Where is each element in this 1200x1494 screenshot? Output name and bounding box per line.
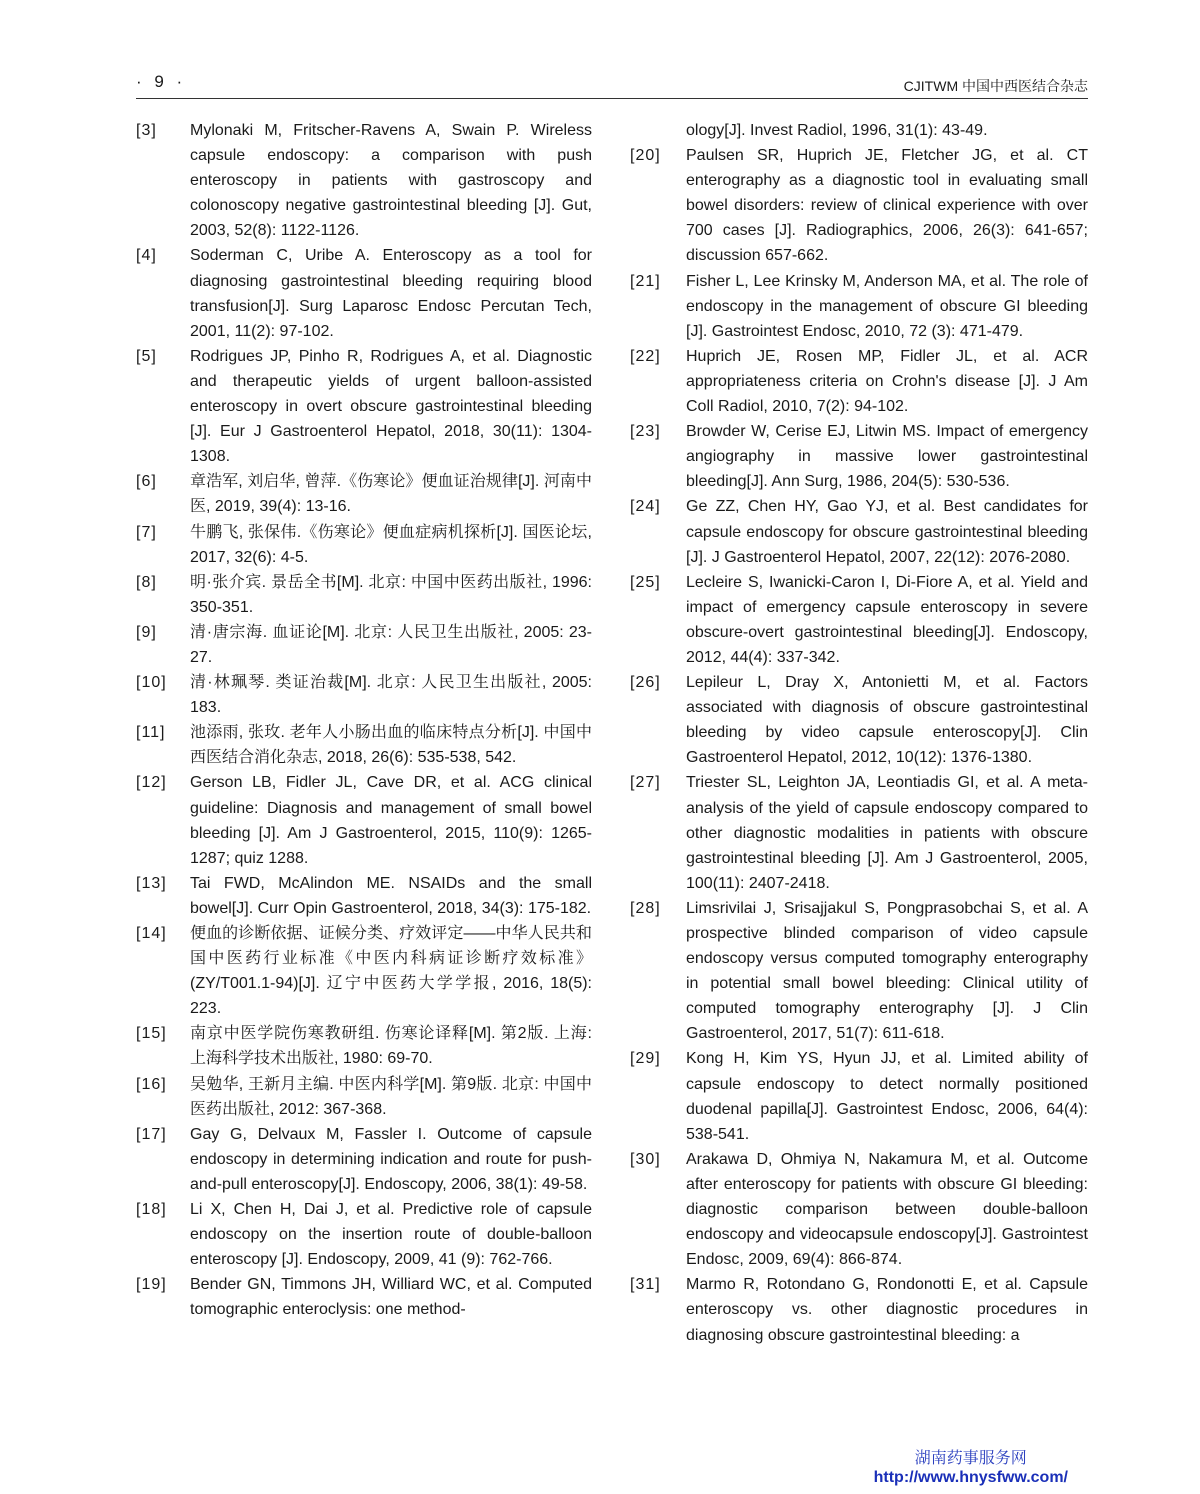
reference-item <box>136 670 592 720</box>
reference-item <box>136 570 592 620</box>
reference-text: 吴勉华, 王新月主编. 中医内科学[M]. 第9版. 北京: 中国中医药出版社, 2012: 367-368. <box>190 1075 592 1118</box>
reference-text: 便血的诊断依据、证候分类、疗效评定——中华人民共和国中医药行业标准《中医内科病证诊断疗效标准》(ZY/T001.1-94)[J]. 辽宁中医药大学学报, 2016, 18(5): 223. <box>190 925 592 1018</box>
reference-text: Lecleire S, Iwanicki-Caron I, Di-Fiore A, et al. Yield and impact of emergency capsule enteroscopy in severe obscure-overt gastrointestinal bleeding[J]. Endoscopy, 2012, 44(4): 337-342. <box>686 573 1088 666</box>
reference-number: [6] <box>136 473 157 491</box>
reference-number: [14] <box>136 925 167 942</box>
reference-item <box>630 419 1088 494</box>
footer-watermark <box>874 1448 1068 1488</box>
reference-number: [17] <box>136 1125 167 1143</box>
reference-number: [16] <box>136 1075 167 1093</box>
reference-number: [29] <box>630 1050 661 1068</box>
reference-item <box>630 896 1088 1047</box>
reference-item <box>630 1046 1088 1146</box>
reference-item <box>630 1147 1088 1272</box>
reference-number: [11] <box>136 724 166 742</box>
reference-number: [22] <box>630 347 661 365</box>
reference-text: 清·唐宗海. 血证论[M]. 北京: 人民卫生出版社, 2005: 23-27. <box>190 623 592 666</box>
reference-number: [19] <box>136 1276 167 1294</box>
reference-item <box>630 670 1088 770</box>
footer-url-link[interactable]: http://www.hnysfww.com/ <box>873 1469 1068 1486</box>
reference-item <box>630 494 1088 569</box>
reference-number: [13] <box>136 874 167 892</box>
reference-item <box>136 921 592 1021</box>
reference-item <box>136 469 592 519</box>
reference-text: Browder W, Cerise EJ, Litwin MS. Impact of emergency angiography in massive lower gastrointestinal bleeding[J]. Ann Surg, 1986, 204(5): 530-536. <box>686 423 1088 491</box>
reference-text: 章浩军, 刘启华, 曾萍.《伤寒论》便血证治规律[J]. 河南中医, 2019, 39(4): 13-16. <box>190 473 592 516</box>
reference-text: Tai FWD, McAlindon ME. NSAIDs and the small bowel[J]. Curr Opin Gastroenterol, 2018, 34(3): 175-182. <box>190 874 592 917</box>
reference-number: [28] <box>630 899 661 917</box>
reference-number: [10] <box>136 674 167 692</box>
reference-text: 池添雨, 张玫. 老年人小肠出血的临床特点分析[J]. 中国中西医结合消化杂志, 2018, 26(6): 535-538, 542. <box>190 724 592 767</box>
reference-text: Bender GN, Timmons JH, Williard WC, et al. Computed tomographic enteroclysis: one method- <box>190 1276 592 1319</box>
reference-item <box>136 344 592 469</box>
reference-text: 清·林珮琴. 类证治裁[M]. 北京: 人民卫生出版社, 2005: 183. <box>190 674 592 717</box>
journal-title: CJITWM 中国中西医结合杂志 <box>903 78 1088 94</box>
reference-text: Fisher L, Lee Krinsky M, Anderson MA, et al. The role of endoscopy in the management of obscure GI bleeding [J]. Gastrointest Endosc, 2010, 72 (3): 471-479. <box>686 272 1088 340</box>
reference-number: [30] <box>630 1150 661 1168</box>
reference-text: Huprich JE, Rosen MP, Fidler JL, et al. ACR appropriateness criteria on Crohn's disease [J]. J Am Coll Radiol, 2010, 7(2): 94-102. <box>686 347 1088 416</box>
reference-item <box>630 1272 1088 1347</box>
reference-text: Ge ZZ, Chen HY, Gao YJ, et al. Best candidates for capsule endoscopy for obscure gastrointestinal bleeding [J]. J Gastroenterol Hepatol, 2007, 22(12): 2076-2080. <box>686 498 1088 566</box>
reference-text: Paulsen SR, Huprich JE, Fletcher JG, et al. CT enterography as a diagnostic tool in evaluating small bowel disorders: review of clinical experience with over 700 cases [J]. Radiographics, 2006, 26(3): 641-657; discussion 657-662. <box>686 147 1088 265</box>
reference-text: 明·张介宾. 景岳全书[M]. 北京: 中国中医药出版社, 1996: 350-351. <box>190 573 592 616</box>
reference-item <box>136 1122 592 1197</box>
reference-text: Arakawa D, Ohmiya N, Nakamura M, et al. Outcome after enteroscopy for patients with obscure GI bleeding: diagnostic comparison between double-balloon endoscopy and videocapsule endoscopy[J]. Gastrointest Endosc, 2009, 69(4): 866-874. <box>686 1150 1088 1269</box>
reference-text: 牛鹏飞, 张保伟.《伤寒论》便血症病机探析[J]. 国医论坛, 2017, 32(6): 4-5. <box>190 523 592 566</box>
reference-number: [12] <box>136 774 167 792</box>
reference-number: [4] <box>136 247 157 265</box>
reference-item <box>630 269 1088 344</box>
reference-text: Rodrigues JP, Pinho R, Rodrigues A, et al. Diagnostic and therapeutic yields of urgent balloon-assisted enteroscopy in overt obscure gastrointestinal bleeding [J]. Eur J Gastroenterol Hepatol, 2018, 30(11): 1304-1308. <box>190 347 592 466</box>
reference-text: 南京中医学院伤寒教研组. 伤寒论译释[M]. 第2版. 上海: 上海科学技术出版社, 1980: 69-70. <box>190 1025 592 1068</box>
reference-text: Lepileur L, Dray X, Antonietti M, et al. Factors associated with diagnosis of obscure gastrointestinal bleeding by video capsule enteroscopy[J]. Clin Gastroenterol Hepatol, 2012, 10(12): 1376-1380. <box>686 674 1088 767</box>
reference-text: ology[J]. Invest Radiol, 1996, 31(1): 43-49. <box>686 122 988 139</box>
reference-number: [26] <box>630 674 661 692</box>
reference-item <box>630 770 1088 895</box>
reference-item <box>136 1021 592 1071</box>
reference-item <box>136 620 592 670</box>
reference-text: Soderman C, Uribe A. Enteroscopy as a tool for diagnosing gastrointestinal bleeding requiring blood transfusion[J]. Surg Laparosc Endosc Percutan Tech, 2001, 11(2): 97-102. <box>190 247 592 340</box>
reference-item <box>630 118 1088 143</box>
reference-number <box>630 118 686 143</box>
reference-number: [21] <box>630 272 661 290</box>
references-left-column <box>136 118 592 1323</box>
reference-number: [20] <box>630 147 661 165</box>
reference-number: [25] <box>630 573 661 591</box>
page-number: · 9 · <box>136 72 187 91</box>
reference-item <box>630 143 1088 268</box>
reference-item <box>136 243 592 343</box>
reference-number: [27] <box>630 774 661 792</box>
reference-item <box>136 1272 592 1322</box>
reference-item <box>630 344 1088 419</box>
reference-number: [18] <box>136 1201 167 1219</box>
reference-text: Marmo R, Rotondano G, Rondonotti E, et al. Capsule enteroscopy vs. other diagnostic procedures in diagnosing obscure gastrointestinal bleeding: a <box>686 1276 1088 1344</box>
reference-text: Triester SL, Leighton JA, Leontiadis GI, et al. A meta-analysis of the yield of capsule endoscopy compared to other diagnostic modalities in patients with obscure gastrointestinal bleeding [J]. Am J Gastroenterol, 2005, 100(11): 2407-2418. <box>686 774 1088 892</box>
references-right-column <box>630 118 1088 1348</box>
page-header <box>136 70 1088 100</box>
reference-item <box>136 871 592 921</box>
reference-item <box>136 520 592 570</box>
reference-item <box>136 770 592 870</box>
footer-site-name: 湖南药事服务网 <box>914 1448 1027 1467</box>
reference-number: [15] <box>136 1025 167 1043</box>
reference-text: Gerson LB, Fidler JL, Cave DR, et al. ACG clinical guideline: Diagnosis and management of small bowel bleeding [J]. Am J Gastroenterol, 2015, 110(9): 1265-1287; quiz 1288. <box>190 774 592 867</box>
reference-text: Kong H, Kim YS, Hyun JJ, et al. Limited ability of capsule endoscopy to detect normally positioned duodenal papilla[J]. Gastrointest Endosc, 2006, 64(4): 538-541. <box>686 1050 1088 1143</box>
reference-item <box>136 720 592 770</box>
reference-item <box>136 1197 592 1272</box>
reference-text: Limsrivilai J, Srisajjakul S, Pongprasobchai S, et al. A prospective blinded comparison of video capsule endoscopy versus computed tomography enterography in potential small bowel bleeding: Clinical utility of computed tomography enterography [J]. J Clin Gastroenterol, 2017, 51(7): 611-618. <box>686 899 1088 1043</box>
reference-number: [24] <box>630 498 661 516</box>
reference-text: Li X, Chen H, Dai J, et al. Predictive role of capsule endoscopy on the insertion route of double-balloon enteroscopy [J]. Endoscopy, 2009, 41 (9): 762-766. <box>190 1201 592 1269</box>
reference-item <box>136 1072 592 1122</box>
reference-number: [9] <box>136 623 157 641</box>
reference-item <box>630 570 1088 670</box>
header-divider <box>136 98 1088 99</box>
reference-number: [8] <box>136 573 157 591</box>
reference-text: Mylonaki M, Fritscher-Ravens A, Swain P. Wireless capsule endoscopy: a comparison with push enteroscopy in patients with gastroscopy and colonoscopy negative gastrointestinal bleeding [J]. Gut, 2003, 52(8): 1122-1126. <box>190 122 592 240</box>
reference-number: [3] <box>136 122 157 139</box>
reference-number: [7] <box>136 523 157 541</box>
reference-text: Gay G, Delvaux M, Fassler I. Outcome of capsule endoscopy in determining indication and route for push-and-pull enteroscopy[J]. Endoscopy, 2006, 38(1): 49-58. <box>190 1125 592 1193</box>
reference-number: [5] <box>136 347 157 365</box>
reference-number: [23] <box>630 423 661 441</box>
reference-number: [31] <box>630 1276 661 1294</box>
reference-item <box>136 118 592 243</box>
